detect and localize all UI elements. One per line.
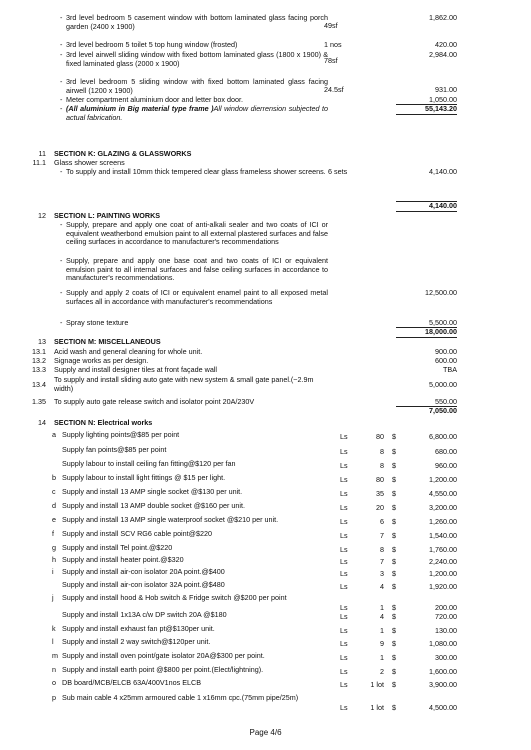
item-letter: a xyxy=(52,430,56,439)
item-description: Supply and install SCV RG6 cable point@$220 xyxy=(62,529,212,538)
item-amount: 1,260.00 xyxy=(429,517,457,526)
item-amount: 550.00 xyxy=(435,397,457,406)
item-unit: Ls xyxy=(340,653,348,662)
item-currency: $ xyxy=(392,653,396,662)
item-qty: 20 xyxy=(376,503,384,512)
item-amount: 1,080.00 xyxy=(429,639,457,648)
item-letter: h xyxy=(52,555,56,564)
divider xyxy=(396,114,457,115)
item-amount: 1,200.00 xyxy=(429,569,457,578)
item-currency: $ xyxy=(392,545,396,554)
section-total: 18,000.00 xyxy=(425,327,457,336)
item-currency: $ xyxy=(392,489,396,498)
item-amount: 3,200.00 xyxy=(429,503,457,512)
item-qty: 80 xyxy=(376,432,384,441)
item-qty: 1 xyxy=(380,653,384,662)
item-description: 3rd level bedroom 5 toilet 5 top hung window (frosted) xyxy=(66,40,238,49)
item-letter: c xyxy=(52,487,56,496)
section-title: SECTION L: PAINTING WORKS xyxy=(54,211,161,220)
item-qty: 4 xyxy=(380,612,384,621)
section-total: 4,140.00 xyxy=(429,201,457,210)
item-qty: 78sf xyxy=(324,56,338,65)
item-description: To supply auto gate release switch and isolator point 20A/230V xyxy=(54,397,255,406)
item-currency: $ xyxy=(392,531,396,540)
item-letter: p xyxy=(52,693,56,702)
item-unit: Ls xyxy=(340,603,348,612)
item-amount: 1,862.00 xyxy=(429,13,457,22)
item-amount: 420.00 xyxy=(435,40,457,49)
item-description: Supply and apply 2 coats of ICI or equivalent enamel paint to all exposed metal surfaces all in accordance with manufacturer's recommendations xyxy=(66,288,328,306)
item-unit: Ls xyxy=(340,545,348,554)
divider xyxy=(396,337,457,338)
item-amount: 12,500.00 xyxy=(425,288,457,297)
item-letter: o xyxy=(52,678,56,687)
item-currency: $ xyxy=(392,680,396,689)
item-amount: 5,500.00 xyxy=(429,318,457,327)
item-unit: Ls xyxy=(340,461,348,470)
item-unit: Ls xyxy=(340,432,348,441)
item-unit: Ls xyxy=(340,475,348,484)
item-amount: 1,920.00 xyxy=(429,582,457,591)
item-letter: d xyxy=(52,501,56,510)
item-amount: 1,200.00 xyxy=(429,475,457,484)
item-amount: TBA xyxy=(443,365,457,374)
item-unit: Ls xyxy=(340,639,348,648)
item-description: DB board/MCB/ELCB 63A/400V1nos ELCB xyxy=(62,678,202,687)
item-amount: 130.00 xyxy=(435,626,457,635)
item-qty: 8 xyxy=(380,447,384,456)
item-amount: 300.00 xyxy=(435,653,457,662)
item-unit: Ls xyxy=(340,582,348,591)
item-description: Signage works as per design. xyxy=(54,356,149,365)
item-description: To supply and install sliding auto gate with new system & small gate panel.(~2.9m width) xyxy=(54,375,314,393)
item-qty: 24.5sf xyxy=(324,85,344,94)
item-currency: $ xyxy=(392,612,396,621)
item-unit: Ls xyxy=(340,703,348,712)
item-description: Supply, prepare and apply one base coat and two coats of ICI or equivalent emulsion paint to all internal surfaces and false ceiling surfaces in accordance to manufacturer's recommendations. xyxy=(66,256,328,283)
section-total: 7,050.00 xyxy=(429,406,457,415)
item-description: Supply and install 13 AMP single waterproof socket @$210 per unit. xyxy=(62,515,279,524)
item-qty: 8 xyxy=(380,545,384,554)
item-currency: $ xyxy=(392,447,396,456)
section-title: SECTION N: Electrical works xyxy=(54,418,153,427)
item-amount: 5,000.00 xyxy=(429,380,457,389)
item-unit: Ls xyxy=(340,612,348,621)
item-qty: 35 xyxy=(376,489,384,498)
item-amount: 4,550.00 xyxy=(429,489,457,498)
item-qty: 2 xyxy=(380,667,384,676)
item-description: Supply and install 13 AMP single socket @$130 per unit. xyxy=(62,487,243,496)
item-qty: 8 xyxy=(380,461,384,470)
item-amount: 600.00 xyxy=(435,356,457,365)
item-amount: 900.00 xyxy=(435,347,457,356)
item-currency: $ xyxy=(392,626,396,635)
item-unit: Ls xyxy=(340,447,348,456)
item-description: Supply and install air-con isolator 20A point.@$400 xyxy=(62,567,225,576)
divider xyxy=(396,211,457,212)
item-qty: 80 xyxy=(376,475,384,484)
item-letter: f xyxy=(52,529,54,538)
item-currency: $ xyxy=(392,582,396,591)
item-description: Supply labour to install ceiling fan fitting@$120 per fan xyxy=(62,459,236,468)
item-amount: 3,900.00 xyxy=(429,680,457,689)
item-currency: $ xyxy=(392,557,396,566)
item-amount: 720.00 xyxy=(435,612,457,621)
item-letter: i xyxy=(52,567,54,576)
item-unit: Ls xyxy=(340,626,348,635)
item-currency: $ xyxy=(392,667,396,676)
item-description: Sub main cable 4 x25mm armoured cable 1 x16mm cpc.(75mm pipe/25m) xyxy=(62,693,299,702)
page-footer: Page 4/6 xyxy=(249,728,282,737)
item-qty: 6 xyxy=(380,517,384,526)
item-qty: 1 xyxy=(380,626,384,635)
item-unit: Ls xyxy=(340,557,348,566)
item-qty: 3 xyxy=(380,569,384,578)
item-amount: 1,540.00 xyxy=(429,531,457,540)
item-letter: n xyxy=(52,665,56,674)
item-unit: Ls xyxy=(340,531,348,540)
item-currency: $ xyxy=(392,517,396,526)
item-description: Supply and install oven point/gate isolator 20A@$300 per point. xyxy=(62,651,265,660)
item-amount: 2,240.00 xyxy=(429,557,457,566)
item-unit: Ls xyxy=(340,569,348,578)
item-description: Supply and install designer tiles at front façade wall xyxy=(54,365,218,374)
item-currency: $ xyxy=(392,432,396,441)
item-amount: 1,050.00 xyxy=(429,95,457,104)
item-qty: 6 sets xyxy=(328,167,348,176)
item-amount: 931.00 xyxy=(435,85,457,94)
item-description: Supply and install earth point @$800 per point.(Elect/lightning). xyxy=(62,665,264,674)
item-letter: b xyxy=(52,473,56,482)
item-amount: 1,760.00 xyxy=(429,545,457,554)
item-qty: 4 xyxy=(380,582,384,591)
item-currency: $ xyxy=(392,639,396,648)
item-description: Supply and install air-con isolator 32A point.@$480 xyxy=(62,580,225,589)
item-description: Supply lighting points@$85 per point xyxy=(62,430,180,439)
section-title: SECTION M: MISCELLANEOUS xyxy=(54,337,161,346)
item-qty: 1 lot xyxy=(370,703,384,712)
item-description: Supply and install exhaust fan pt@$130per unit. xyxy=(62,624,215,633)
item-description: 3rd level bedroom 5 sliding window with fixed bottom laminated glass facing airwell (1200 x 1900) xyxy=(66,77,328,95)
item-qty: 1 nos xyxy=(324,40,342,49)
item-currency: $ xyxy=(392,461,396,470)
item-description: Meter compartment aluminium door and letter box door. xyxy=(66,95,243,104)
item-amount: 4,500.00 xyxy=(429,703,457,712)
item-letter: m xyxy=(52,651,58,660)
item-amount: 960.00 xyxy=(435,461,457,470)
item-description: Supply and install Tel point.@$220 xyxy=(62,543,173,552)
item-description: Supply and install 13 AMP double socket @$160 per unit. xyxy=(62,501,245,510)
subsection-title: Glass shower screens xyxy=(54,158,125,167)
item-description: 3rd level airwell sliding window with fixed bottom laminated glass (1800 x 1900) & fixed laminated glass (2000 x 1900) xyxy=(66,50,328,68)
item-description: Supply and install hood & Hob switch & Fridge switch @$200 per point xyxy=(62,593,287,602)
subtotal-amount: 55,143.20 xyxy=(425,104,457,113)
item-description: To supply and install 10mm thick tempered clear glass frameless shower screens. xyxy=(66,167,326,176)
item-letter: k xyxy=(52,624,56,633)
item-description: Supply labour to install light fittings @ $15 per light. xyxy=(62,473,226,482)
item-currency: $ xyxy=(392,503,396,512)
item-amount: 200.00 xyxy=(435,603,457,612)
item-unit: Ls xyxy=(340,667,348,676)
item-amount: 6,800.00 xyxy=(429,432,457,441)
item-letter: g xyxy=(52,543,56,552)
item-unit: Ls xyxy=(340,489,348,498)
item-currency: $ xyxy=(392,703,396,712)
item-qty: 7 xyxy=(380,557,384,566)
item-description: Acid wash and general cleaning for whole unit. xyxy=(54,347,203,356)
item-qty: 9 xyxy=(380,639,384,648)
item-amount: 2,984.00 xyxy=(429,50,457,59)
item-qty: 1 lot xyxy=(370,680,384,689)
item-qty: 1 xyxy=(380,603,384,612)
item-letter: l xyxy=(52,637,54,646)
item-unit: Ls xyxy=(340,503,348,512)
item-currency: $ xyxy=(392,475,396,484)
item-unit: Ls xyxy=(340,517,348,526)
item-description: Supply and install 2 way switch@$120per unit. xyxy=(62,637,211,646)
item-description: Supply and install heater point.@$320 xyxy=(62,555,184,564)
item-description: Supply and install 1x13A c/w DP switch 20A @$180 xyxy=(62,610,227,619)
item-qty: 49sf xyxy=(324,21,338,30)
page: - 3rd level bedroom 5 casement window with bottom laminated glass facing porch garden (2400 x 1900) 49sf 1,862.00 - 3rd level bedroom 5 toilet 5 top hung window (frosted) 1 nos 420.00 - 3rd level airwell sliding window with fixed bottom laminated glass (1800 x 1900) & fixed laminated glass (2000 x 1900) 78sf 2,984.00 - 3rd level bedroom 5 sliding window with fixed bottom laminated glass facing airwell (1200 x 1900) 24.5sf 931.00 - Meter compartment aluminium door and letter box door. 1,050.00 - (All aluminium in Big material type frame )All window dierrension subjected to actual fabrication. 55,143.20 11 SECTION K: GLAZING & GLASSWORKS 11.1 Glass shower screens - To supply and install 10mm thick tempered clear glass frameless shower screens. 6 sets 4,140.00 4,140.00 12 SECTION L: PAINTING WORKS - Supply, prepare and apply one coat of anti-alkali sealer and two coats of ICI or equivalent weatherbond emulsion paint to all external plastered surfaces and false ceiling surfaces in accordance to manufacturer's recommendations - Supply, prepare and apply one base coat and two coats of ICI or equivalent emulsion paint to all internal surfaces and false ceiling surfaces in accordance to manufacturer's recommendations. - Supply and apply 2 coats of ICI or equivalent enamel paint to all exposed metal surfaces all in accordance with manufacturer's recommendations 12,500.00 - Spray stone texture 5,500.00 18,000.00 13 SECTION M: MISCELLANEOUS 13.1 Acid wash and general cleaning for whole unit. 900.00 13.2 Signage works as per design. 600.00 13.3 Supply and install designer tiles at front façade wall TBA 13.4 To supply and install sliding auto gate with new system & small gate panel.(~2.9m width) 5,000.00 1.35 To supply auto gate release switch and isolator point 20A/230V 550.00 7,050.00 14 SECTION N: Electrical works a Supply lighting points@$85 per point Ls 80 $ 6,800.00 Supply fan points@$85 per point Ls 8 $ 680.00 Supply labour to install ceiling fan fitting@$120 per fan Ls 8 $ 960.00 b Supply labour to install light fittings @ $15 per light. Ls 80 $ 1,200.00 c Supply and install 13 AMP single socket @$130 per unit. Ls 35 $ 4,550.00 d Supply and install 13 AMP double socket @$160 per unit. Ls 20 $ 3,200.00 e Supply and install 13 AMP single waterproof socket @$210 per unit. Ls 6 $ 1,260.00 f Supply and install SCV RG6 cable point@$220 Ls 7 $ 1,540.00 g Supply and install Tel point.@$220 Ls 8 $ 1,760.00 h Supply and install heater point.@$320 Ls 7 $ 2,240.00 i Supply and install air-con isolator 20A point.@$400 Ls 3 $ 1,200.00 Supply and install air-con isolator 32A point.@$480 Ls 4 $ 1,920.00 j Supply and install hood & Hob switch & Fridge switch @$200 per point Ls 1 $ 200.00 Supply and install 1x13A c/w DP switch 20A @$180 Ls 4 $ 720.00 k Supply and install exhaust fan pt@$130per unit. Ls 1 $ 130.00 l Supply and install 2 way switch@$120per unit. Ls 9 $ 1,080.00 m Supply and install oven point/gate isolator 20A@$300 per point. Ls 1 $ 300.00 n Supply and install earth point @$800 per point.(Elect/lightning). Ls 2 $ 1,600.00 o DB board/MCB/ELCB 63A/400V1nos ELCB Ls 1 lot $ 3,900.00 p Sub main cable 4 x25mm armoured cable 1 x16mm cpc.(75mm pipe/25m) Ls 1 lot $ 4,500.00 Page 4/6 xyxy=(0,0,531,750)
item-amount: 680.00 xyxy=(435,447,457,456)
item-qty: 7 xyxy=(380,531,384,540)
item-currency: $ xyxy=(392,603,396,612)
item-unit: Ls xyxy=(340,680,348,689)
item-description: Supply, prepare and apply one coat of anti-alkali sealer and two coats of ICI or equivalent weatherbond emulsion paint to all external plastered surfaces and false ceiling surfaces in accordance to manufacturer's recommendations xyxy=(66,220,328,247)
note-text: (All aluminium in Big material type frame )All window dierrension subjected to actual fabrication. xyxy=(66,104,328,122)
item-description: 3rd level bedroom 5 casement window with bottom laminated glass facing porch garden (2400 x 1900) xyxy=(66,13,328,31)
item-letter: j xyxy=(52,593,54,602)
section-title: SECTION K: GLAZING & GLASSWORKS xyxy=(54,149,192,158)
item-currency: $ xyxy=(392,569,396,578)
item-description: Spray stone texture xyxy=(66,318,129,327)
item-letter: e xyxy=(52,515,56,524)
item-amount: 1,600.00 xyxy=(429,667,457,676)
item-description: Supply fan points@$85 per point xyxy=(62,445,167,454)
item-amount: 4,140.00 xyxy=(429,167,457,176)
